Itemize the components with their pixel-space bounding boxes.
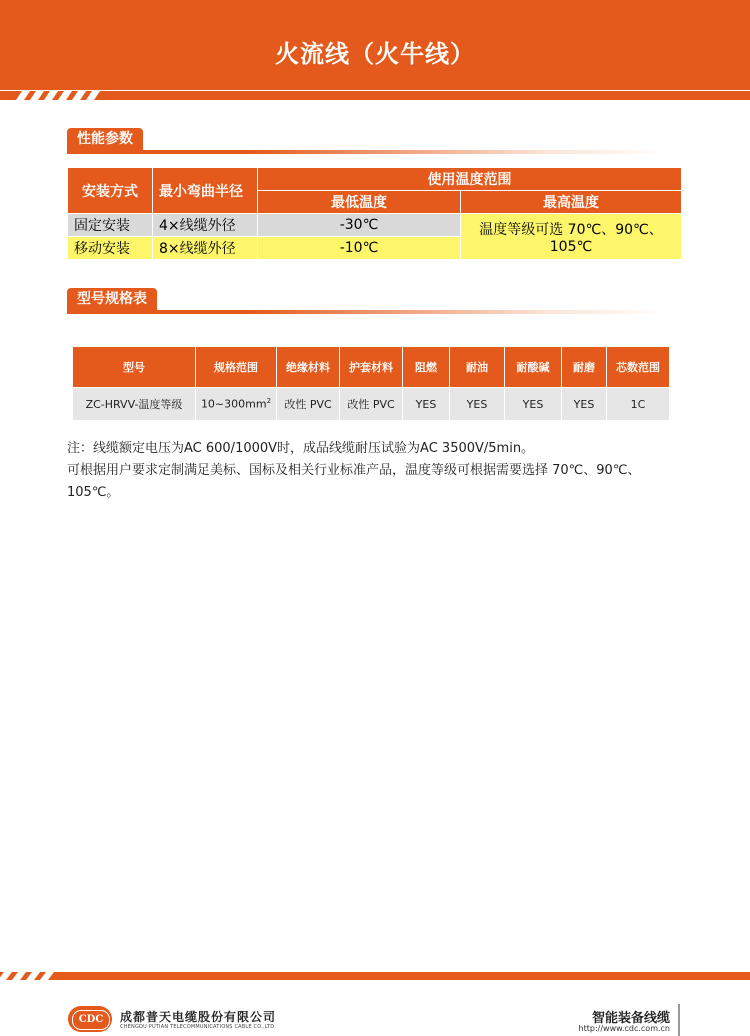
spec-header-range: 规格范围 <box>196 347 277 388</box>
min-temp-cell: -30℃ <box>258 214 461 237</box>
header-install: 安装方式 <box>68 168 153 214</box>
header-bend-radius: 最小弯曲半径 <box>153 168 258 214</box>
company-name-en: CHENGDU PUTIAN TELECOMMUNICATIONS CABLE CO.,LTD. <box>120 1024 277 1030</box>
spec-flame-cell: YES <box>403 388 450 421</box>
website-link[interactable]: http://www.cdc.com.cn <box>578 1024 670 1033</box>
min-temp-cell: -10℃ <box>258 237 461 260</box>
spec-header-flame: 阻燃 <box>403 347 450 388</box>
header-banner <box>0 0 750 90</box>
company-logo <box>68 1006 112 1032</box>
bend-cell: 4×线缆外径 <box>153 214 258 237</box>
spec-header-acid: 耐酸碱 <box>505 347 562 388</box>
spec-range-value: 10~300mm <box>200 397 267 411</box>
spec-model-cell: ZC-HRVV-温度等级 <box>73 388 196 421</box>
spec-cores-cell: 1C <box>607 388 670 421</box>
spec-header-model: 型号 <box>73 347 196 388</box>
spec-header-insulation: 绝缘材料 <box>277 347 340 388</box>
notes <box>67 438 687 504</box>
spec-sheath-cell: 改性 PVC <box>340 388 403 421</box>
header-min-temp: 最低温度 <box>258 191 461 214</box>
spec-header-wear: 耐磨 <box>562 347 607 388</box>
header-temp-range: 使用温度范围 <box>258 168 682 191</box>
section-spec-tab: 型号规格表 <box>67 288 157 310</box>
spec-acid-cell: YES <box>505 388 562 421</box>
section-performance-tab: 性能参数 <box>67 128 143 150</box>
spec-wear-cell: YES <box>562 388 607 421</box>
spec-insulation-cell: 改性 PVC <box>277 388 340 421</box>
note-line-1: 注：线缆额定电压为AC 600/1000V时，成品线缆耐压试验为AC 3500V/5min。 <box>67 441 535 456</box>
table-row <box>73 388 670 421</box>
performance-table <box>67 167 682 260</box>
note-line-2: 可根据用户要求定制满足美标、国标及相关行业标准产品，温度等级可根据需要选择 70℃、90℃、105℃。 <box>67 463 641 500</box>
header-max-temp: 最高温度 <box>461 191 682 214</box>
spec-header-sheath: 护套材料 <box>340 347 403 388</box>
bend-cell: 8×线缆外径 <box>153 237 258 260</box>
spec-header-cores: 芯数范围 <box>607 347 670 388</box>
footer <box>68 1004 680 1036</box>
section-performance-line <box>67 150 667 154</box>
slogan: 智能装备线缆 <box>591 1011 670 1026</box>
section-spec-line <box>67 310 667 314</box>
spec-header-row <box>73 347 670 388</box>
header-stripes <box>0 91 750 100</box>
table-row <box>68 214 682 237</box>
spec-range-cell <box>196 388 277 421</box>
install-cell: 固定安装 <box>68 214 153 237</box>
page-title: 火流线（火牛线） <box>275 40 475 68</box>
spec-oil-cell: YES <box>450 388 505 421</box>
logo-text: CDC <box>72 1010 110 1030</box>
spec-range-sup: 2 <box>266 397 272 406</box>
max-temp-cell: 温度等级可选 70℃、90℃、105℃ <box>461 214 682 260</box>
company-name-cn: 成都普天电缆股份有限公司 <box>120 1010 277 1024</box>
install-cell: 移动安装 <box>68 237 153 260</box>
footer-divider <box>678 1004 680 1036</box>
spec-header-oil: 耐油 <box>450 347 505 388</box>
footer-stripes <box>0 972 750 980</box>
spec-table <box>72 346 670 421</box>
